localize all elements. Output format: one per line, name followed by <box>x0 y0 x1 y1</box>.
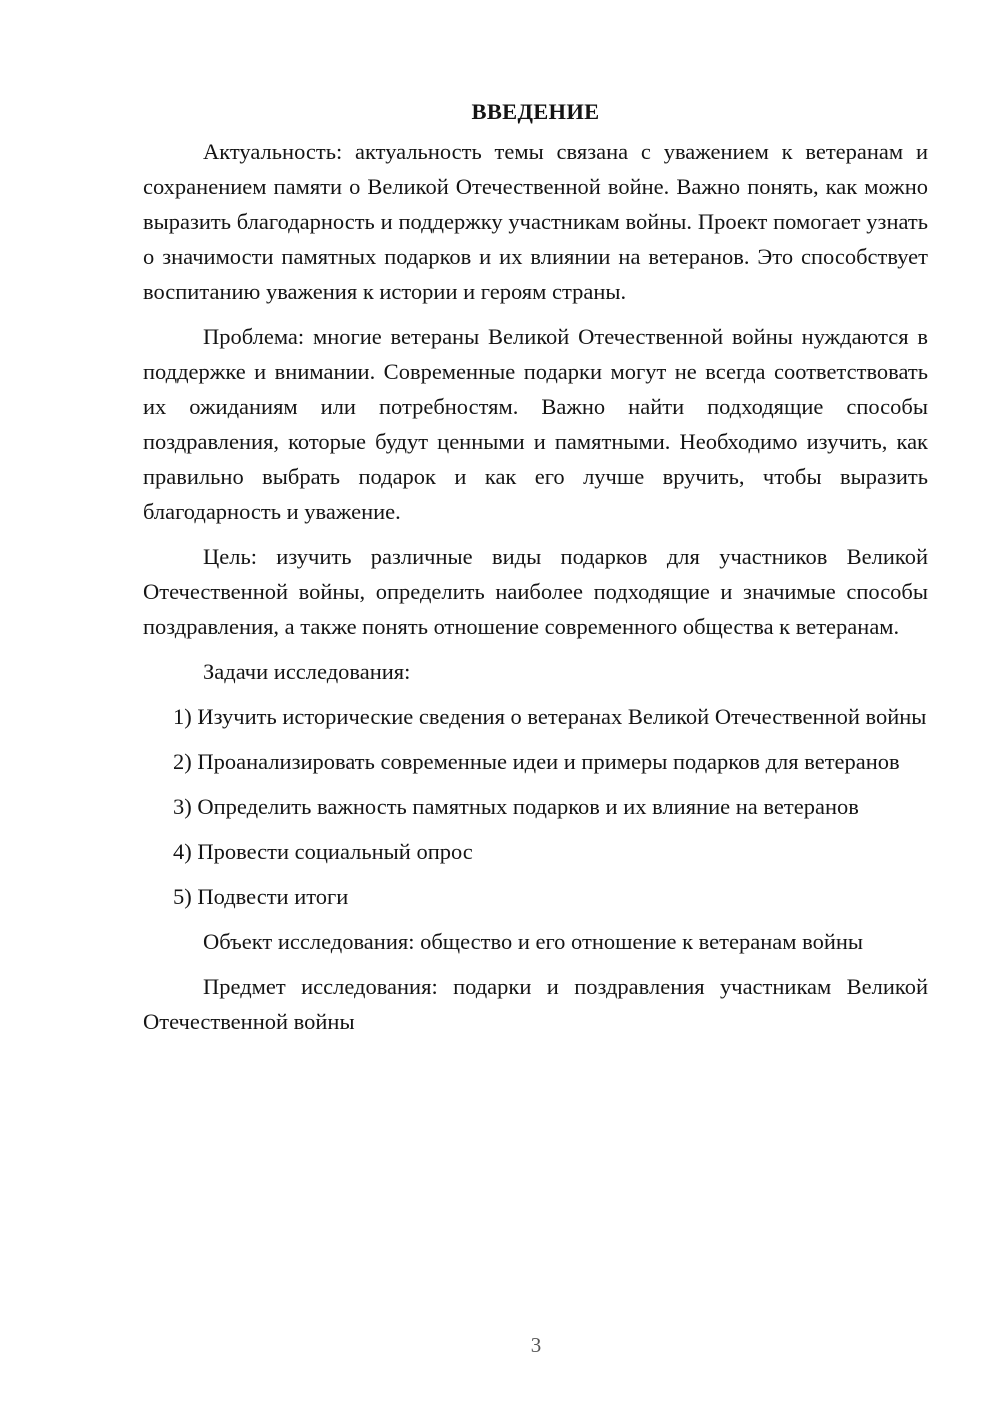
paragraph-goal: Цель: изучить различные виды подарков для участников Великой Отечественной войны, определить наиболее подходящие и значимые способы поздравления, а также понять отношение современного общества к ветеранам. <box>143 544 928 639</box>
paragraph-subject: Предмет исследования: подарки и поздравления участникам Великой Отечественной войны <box>143 974 928 1034</box>
task-item-3: 3) Определить важность памятных подарков и их влияние на ветеранов <box>173 794 859 819</box>
page-title: ВВЕДЕНИЕ <box>471 99 600 124</box>
task-item-1: 1) Изучить исторические сведения о ветеранах Великой Отечественной войны <box>173 704 927 729</box>
page-number: 3 <box>530 1333 542 1357</box>
paragraph-object: Объект исследования: общество и его отношение к ветеранам войны <box>203 929 864 954</box>
tasks-heading: Задачи исследования: <box>203 659 411 684</box>
paragraph-problem: Проблема: многие ветераны Великой Отечественной войны нуждаются в поддержке и внимании. Современные подарки могут не всегда соответствовать их ожиданиям или потребностям. Важно найти подходящие способы поздравления, которые будут ценными и памятными. Необходимо изучить, как правильно выбрать подарок и как его лучше вручить, чтобы выразить благодарность и уважение. <box>143 324 928 524</box>
task-item-5: 5) Подвести итоги <box>173 884 349 909</box>
task-item-4: 4) Провести социальный опрос <box>173 839 473 864</box>
task-item-2: 2) Проанализировать современные идеи и примеры подарков для ветеранов <box>173 749 900 774</box>
page-content <box>143 94 928 1049</box>
paragraph-relevance: Актуальность: актуальность темы связана с уважением к ветеранам и сохранением памяти о Великой Отечественной войне. Важно понять, как можно выразить благодарность и поддержку участникам войны. Проект помогает узнать о значимости памятных подарков и их влиянии на ветеранов. Это способствует воспитанию уважения к истории и героям страны. <box>143 139 928 304</box>
